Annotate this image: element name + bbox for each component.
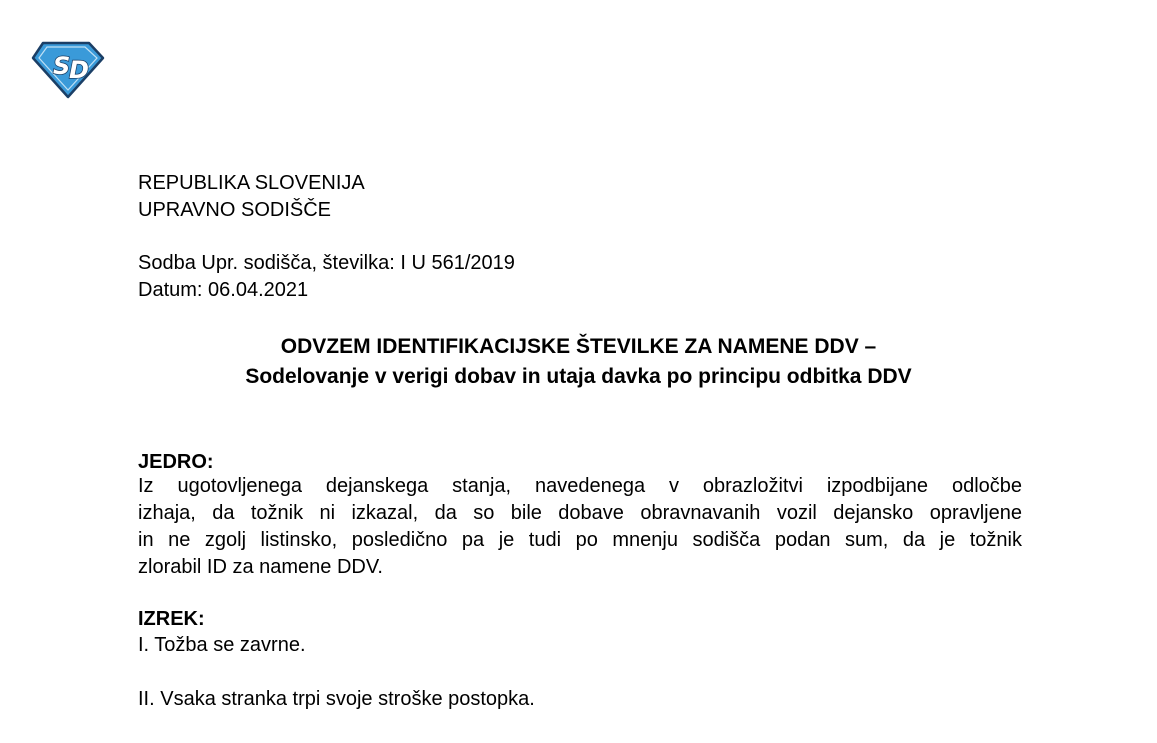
svg-text:S: S [53,52,71,80]
jedro-line: in ne zgolj listinsko, posledično pa je tudi po mnenju sodišča podan sum, da je tožnik [138,529,1022,551]
jedro-line: zlorabil ID za namene DDV. [138,556,383,578]
izrek-item-2: II. Vsaka stranka trpi svoje stroške postopka. [138,688,535,710]
case-meta [138,250,515,304]
header-court: UPRAVNO SODIŠČE [138,199,331,221]
document-title [0,332,1157,392]
case-number: Sodba Upr. sodišča, številka: I U 561/2019 [138,252,515,274]
izrek-heading: IZREK: [138,608,205,630]
jedro-line: Iz ugotovljenega dejanskega stanja, navedenega v obrazložitvi izpodbijane odločbe [138,475,1022,497]
svg-text:D: D [69,56,89,84]
jedro-paragraph [138,473,1022,581]
court-header [138,170,365,224]
header-country: REPUBLIKA SLOVENIJA [138,172,365,194]
court-logo-icon [31,40,105,100]
jedro-heading: JEDRO: [138,451,214,473]
case-date: Datum: 06.04.2021 [138,279,309,301]
title-line-1: ODVZEM IDENTIFIKACIJSKE ŠTEVILKE ZA NAMENE DDV – [280,335,877,358]
jedro-line: izhaja, da tožnik ni izkazal, da so bile dobave obravnavanih vozil dejansko opravljene [138,502,1022,524]
title-line-2: Sodelovanje v verigi dobav in utaja davka po principu odbitka DDV [245,365,912,388]
izrek-item-1: I. Tožba se zavrne. [138,634,306,656]
